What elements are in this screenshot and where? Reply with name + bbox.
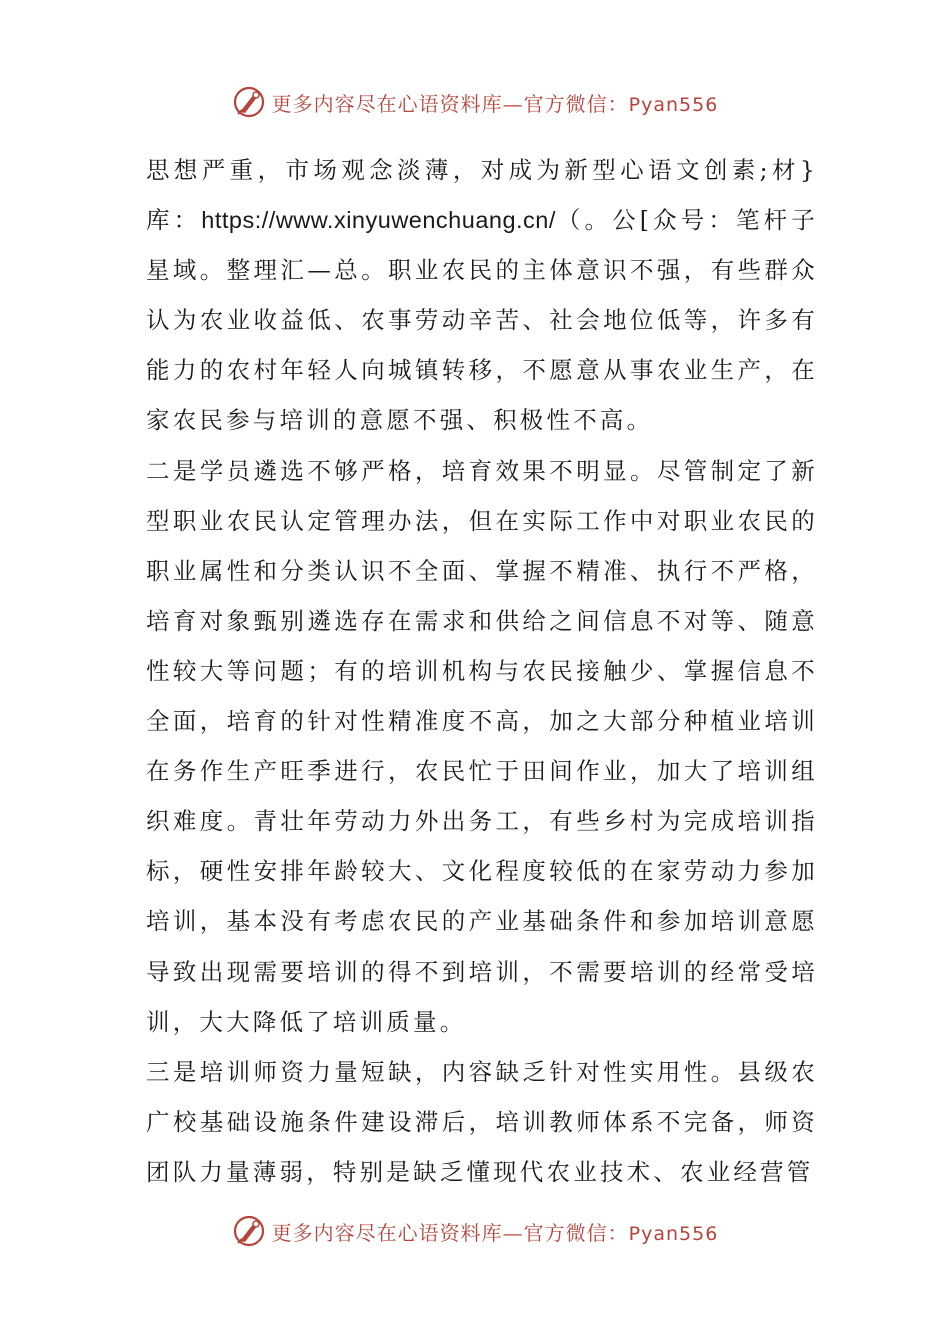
- paragraph-1: [146, 145, 818, 446]
- paragraph-3: 三是培训师资力量短缺，内容缺乏针对性实用性。县级农广校基础设施条件建设滞后，培训教师体系不完备，师资团队力量薄弱，特别是缺乏懂现代农业技术、农业经营管: [146, 1057, 818, 1186]
- document-body: [146, 145, 818, 1197]
- wechat-id: Pyan556: [628, 1222, 719, 1245]
- paragraph-1-rest: （。公[众号：笔杆子星域。整理汇—总。职业农民的主体意识不强，有些群众认为农业收益低、农事劳动辛苦、社会地位低等，许多有能力的农村年轻人向城镇转移，不愿意从事农业生产，在家农民参与培训的意愿不强、积极性不高。: [146, 206, 818, 435]
- banner-text: [272, 1217, 719, 1246]
- wechat-label: 官方微信：: [523, 1220, 629, 1245]
- banner-separator: —: [502, 1220, 524, 1245]
- paragraph-2: 二是学员遴选不够严格，培育效果不明显。尽管制定了新型职业农民认定管理办法，但在实际工作中对职业农民的职业属性和分类认识不全面、掌握不精准、执行不严格，培育对象甄别遴选存在需求和供给之间信息不对等、随意性较大等问题；有的培训机构与农民接触少、掌握信息不全面，培育的针对性精准度不高，加之大部分种植业培训在务作生产旺季进行，农民忙于田间作业，加大了培训组织难度。青壮年劳动力外出务工，有些乡村为完成培训指标，硬性安排年龄较大、文化程度较低的在家劳动力参加培训，基本没有考虑农民的产业基础条件和参加培训意愿导致出现需要培训的得不到培训，不需要培训的经常受培训，大大降低了培训质量。: [146, 456, 818, 1036]
- footer-banner: [0, 1211, 950, 1251]
- quill-logo-icon: [232, 85, 266, 119]
- banner-separator: —: [502, 91, 524, 116]
- wechat-label: 官方微信：: [523, 91, 629, 116]
- wechat-id: Pyan556: [628, 93, 719, 116]
- banner-title: 更多内容尽在心语资料库: [271, 1220, 503, 1245]
- header-banner: [0, 82, 950, 122]
- quill-logo-icon: [232, 1214, 266, 1248]
- banner-text: [272, 88, 719, 117]
- paragraph-1-lead: 思想严重，市场观念淡薄，对成为新型心语文创素;材}库：: [146, 156, 818, 235]
- banner-title: 更多内容尽在心语资料库: [271, 91, 503, 116]
- website-link[interactable]: https://www.xinyuwenchuang.cn/: [201, 207, 556, 234]
